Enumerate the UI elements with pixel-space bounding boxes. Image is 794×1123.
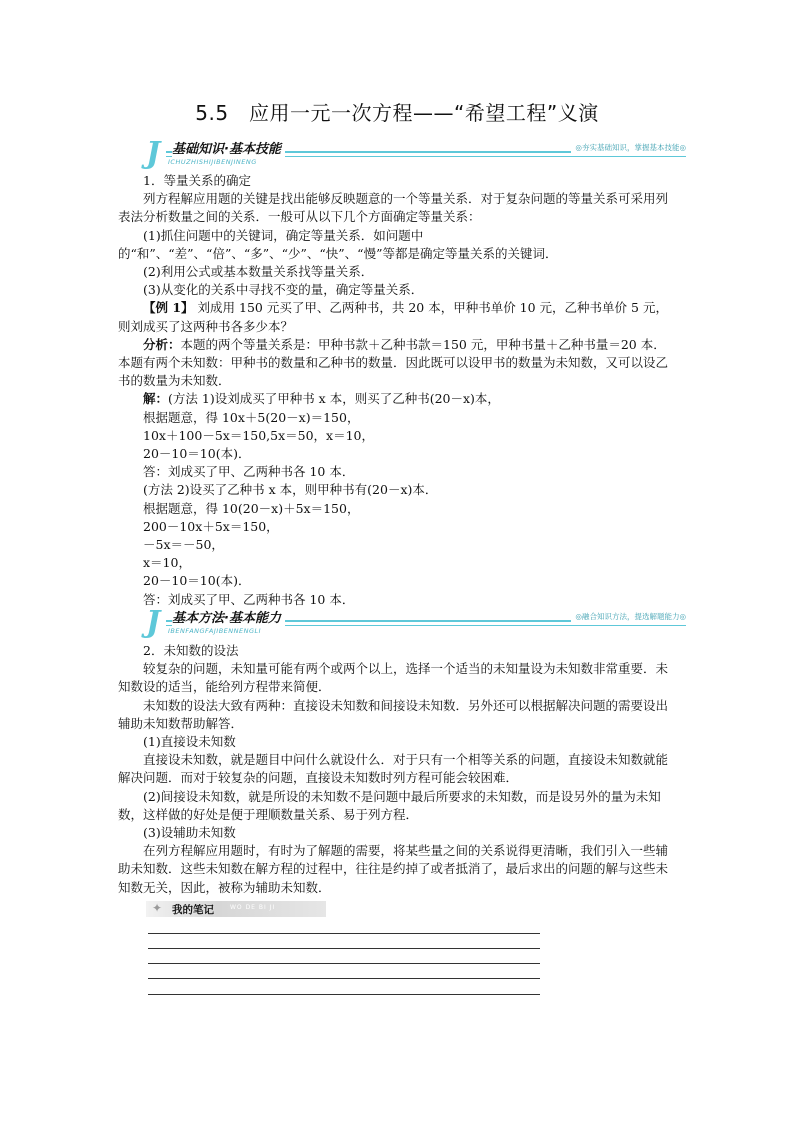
solution-step: 答：刘成买了甲、乙两种书各 10 本． — [143, 591, 355, 607]
solution-tag: 解： — [143, 391, 169, 407]
paragraph: (2)间接设未知数，就是所设的未知数不是问题中最后所要求的未知数，而是设另外的量为未知数，这样做的好处是便于理顺数量关系、易于列方程． — [118, 788, 661, 822]
solution-step: 根据题意，得 10x＋5(20－x)＝150， — [143, 409, 360, 425]
banner-label: 基础知识·基本技能 — [172, 138, 285, 157]
sparkle-icon: ✦ — [152, 901, 163, 915]
solution-step: 20－10＝10(本)． — [143, 573, 251, 589]
example-text: 刘成用 150 元买了甲、乙两种书，共 20 本，甲种书单价 10 元，乙种书单价 5 元，则刘成买了这两种书各多少本？ — [118, 300, 668, 334]
banner-motto: ◎夯实基础知识，掌握基本技能◎ — [571, 142, 686, 153]
paragraph: 较复杂的问题，未知量可能有两个或两个以上，选择一个适当的未知量设为未知数非常重要．未知数设的适当，能给列方程带来简便． — [118, 661, 669, 695]
solution-step: 20－10＝10(本)． — [143, 446, 251, 462]
solution-step: 10x＋100－5x＝150,5x＝50，x＝10， — [143, 427, 375, 443]
notes-title: 我的笔记 — [172, 904, 214, 916]
example-analysis — [118, 336, 678, 391]
section-banner-basic-methods — [146, 605, 686, 642]
section-banner-basic-knowledge — [146, 136, 686, 173]
section-heading: 2．未知数的设法 — [143, 643, 239, 658]
paragraph: (1)抓住问题中的关键词，确定等量关系．如问题中的“和”、“差”、“倍”、“多”、“少”、“快”、“慢”等都是确定等量关系的关键词． — [118, 227, 558, 261]
paragraph: 直接设未知数，就是题目中问什么就设什么．对于只有一个相等关系的问题，直接设未知数就能解决问题．而对于较复杂的问题，直接设未知数时列方程可能会较困难． — [118, 752, 669, 786]
note-line[interactable] — [148, 948, 540, 949]
solution-step: 200－10x＋5x＝150， — [143, 518, 279, 534]
notes-pinyin: WO DE BI JI — [230, 904, 276, 911]
note-line[interactable] — [148, 963, 540, 964]
solution-first-line — [118, 390, 678, 408]
analysis-tag: 分析： — [143, 336, 181, 352]
example-tag: 【例 1】 — [143, 300, 194, 316]
notes-banner — [146, 901, 326, 917]
banner-pinyin: IBENFANGFAJIBENNENGLI — [168, 627, 262, 635]
paragraph: (3)设辅助未知数 — [143, 825, 236, 841]
paragraph: 未知数的设法大致有两种：直接设未知数和间接设未知数．另外还可以根据解决问题的需要设出辅助未知数帮助解答． — [118, 697, 669, 731]
paragraph: (1)直接设未知数 — [143, 734, 236, 750]
solution-step: －5x＝－50， — [143, 537, 224, 553]
paragraph: (2)利用公式或基本数量关系找等量关系． — [143, 264, 374, 280]
solution-text: (方法 1)设刘成买了甲种书 x 本，则买了乙种书(20－x)本， — [168, 391, 500, 407]
solution-step: 根据题意，得 10(20－x)＋5x＝150， — [143, 500, 360, 516]
section-2-body — [118, 642, 678, 897]
banner-motto: ◎融合知识方法，提选解题能力◎ — [571, 611, 686, 622]
banner-label: 基本方法·基本能力 — [172, 607, 285, 626]
example-question — [118, 299, 678, 335]
solution-step: x＝10， — [143, 555, 191, 571]
section-1-body — [118, 172, 678, 609]
note-line[interactable] — [148, 994, 540, 995]
section-heading: 1．等量关系的确定 — [143, 173, 251, 188]
note-line[interactable] — [148, 978, 540, 979]
banner-pinyin: ICHUZHISHIJIBENJINENG — [168, 158, 257, 166]
page-title: 5.5 应用一元一次方程——“希望工程”义演 — [195, 101, 599, 125]
paragraph: (3)从变化的关系中寻找不变的量，确定等量关系． — [143, 282, 424, 298]
banner-letter-icon: J — [146, 605, 161, 640]
paragraph: 列方程解应用题的关键是找出能够反映题意的一个等量关系．对于复杂问题的等量关系可采用列表法分析数量之间的关系．一般可从以下几个方面确定等量关系： — [118, 191, 669, 225]
paragraph: 在列方程解应用题时，有时为了解题的需要，将某些量之间的关系说得更清晰，我们引入一些辅助未知数．这些未知数在解方程的过程中，往往是约掉了或者抵消了，最后求出的问题的解与这些未知数无关，因此，被称为辅助未知数． — [118, 843, 669, 895]
banner-letter-icon: J — [146, 136, 161, 171]
analysis-text: 本题的两个等量关系是：甲种书款＋乙种书款＝150 元，甲种书量＋乙种书量＝20 本．本题有两个未知数：甲种书的数量和乙种书的数量．因此既可以设甲书的数量为未知数，又可以设乙书的数量为未知数． — [118, 336, 669, 389]
note-line[interactable] — [148, 933, 540, 934]
solution-step: (方法 2)设买了乙种书 x 本，则甲种书有(20－x)本． — [143, 482, 438, 498]
solution-step: 答：刘成买了甲、乙两种书各 10 本． — [143, 464, 355, 480]
